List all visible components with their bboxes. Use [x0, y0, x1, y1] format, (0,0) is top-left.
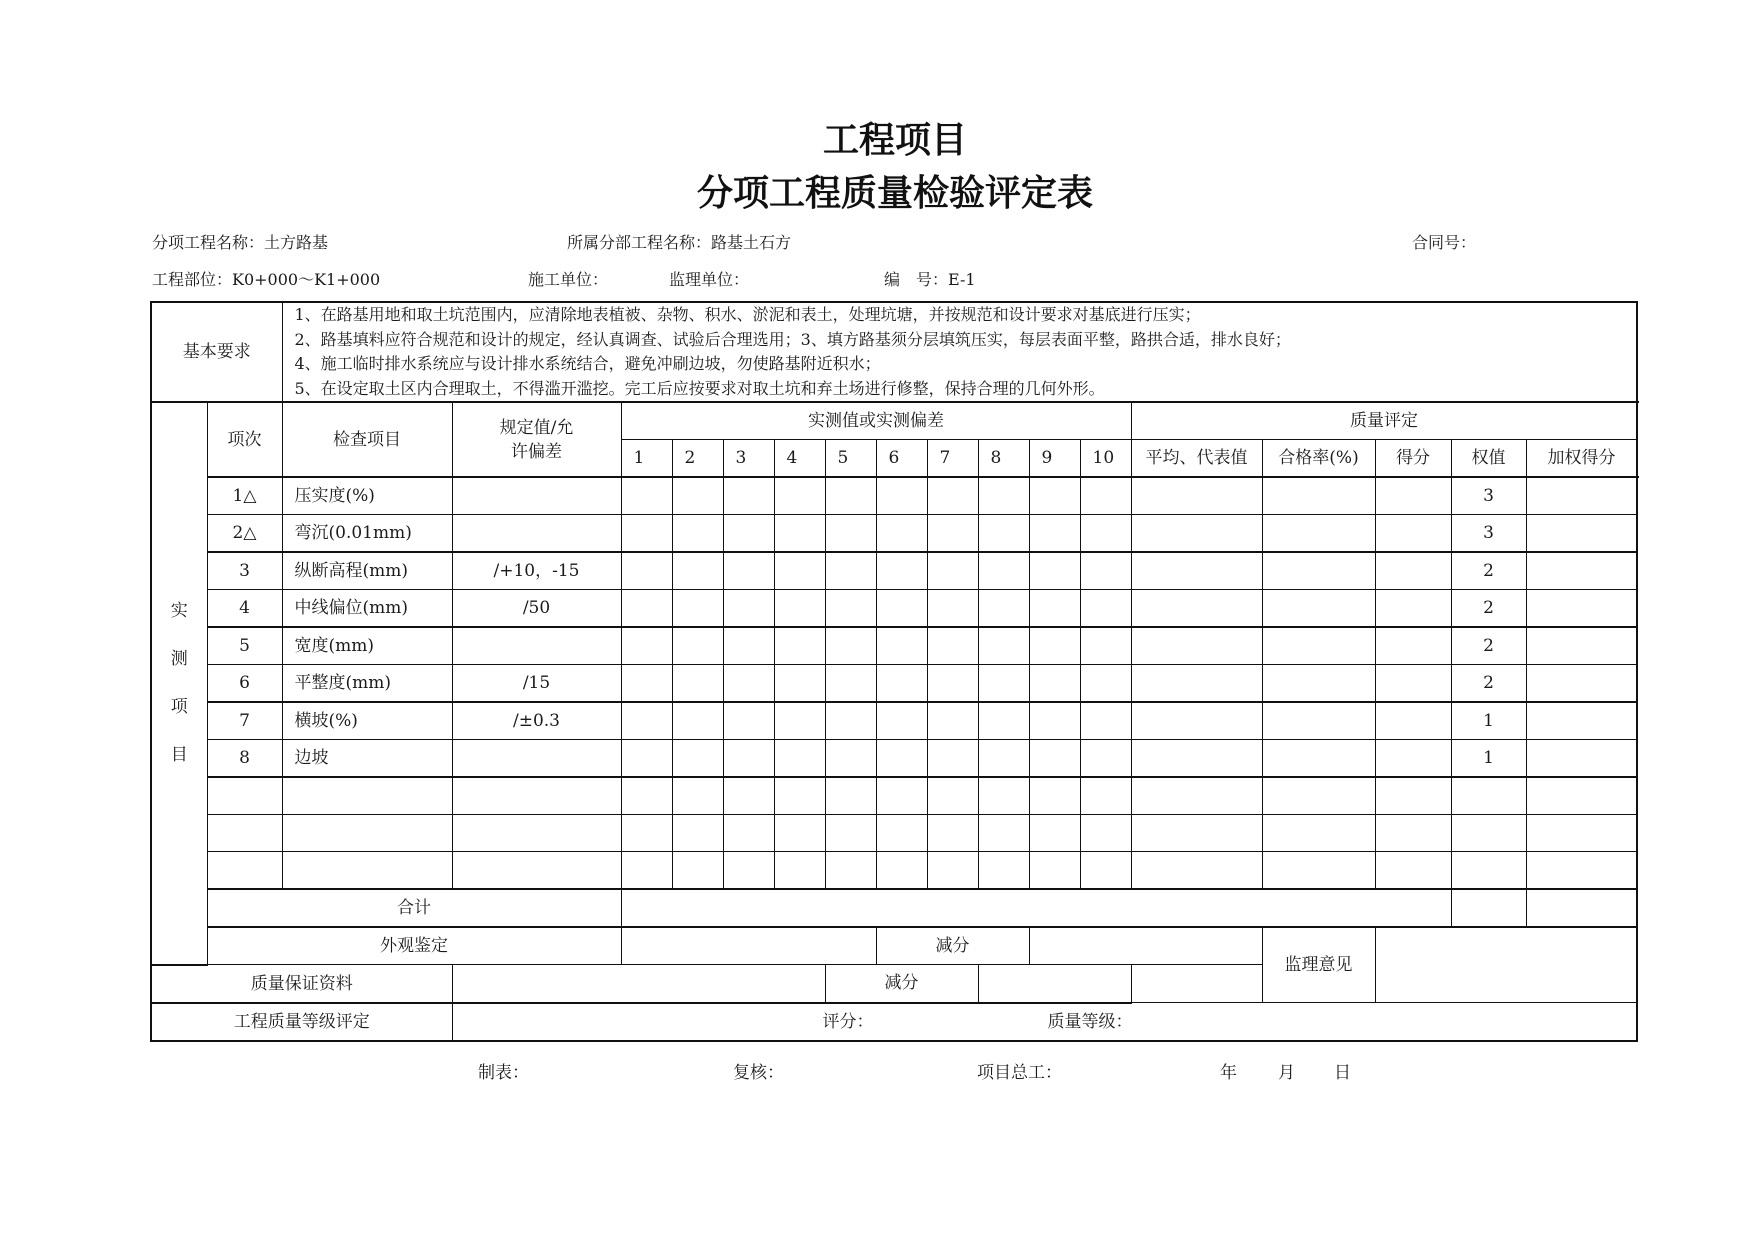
measure-cell: [1029, 477, 1080, 515]
weight-cell: 2: [1451, 665, 1526, 703]
item-no-cell: 5: [207, 627, 282, 665]
table-row: [151, 815, 1637, 852]
header-item-no: 项次: [207, 402, 282, 477]
measure-col-header: 8: [978, 440, 1029, 478]
score-cell: [1375, 552, 1451, 590]
measure-cell: [621, 702, 672, 740]
measure-cell: [723, 627, 774, 665]
measure-cell: [978, 777, 1029, 815]
header-score: 得分: [1375, 440, 1451, 478]
weighted-score-cell: [1526, 815, 1637, 852]
table-row: [151, 665, 1637, 703]
average-cell: [1131, 627, 1262, 665]
measure-cell: [825, 702, 876, 740]
average-cell: [1131, 477, 1262, 515]
measure-cell: [1080, 815, 1131, 852]
measure-cell: [1080, 777, 1131, 815]
measure-cell: [825, 590, 876, 628]
weight-cell: 3: [1451, 477, 1526, 515]
measure-col-header: 4: [774, 440, 825, 478]
item-no-cell: 6: [207, 665, 282, 703]
measure-cell: [672, 815, 723, 852]
average-cell: [1131, 515, 1262, 553]
document-title: 工程项目: [822, 120, 967, 161]
measure-cell: [774, 777, 825, 815]
measure-cell: [621, 477, 672, 515]
weighted-score-cell: [1526, 702, 1637, 740]
supervision-unit: 监理单位：: [669, 270, 750, 289]
measure-cell: [927, 627, 978, 665]
measure-cell: [825, 777, 876, 815]
requirement-line: 5、在设定取土区内合理取土，不得滥开滥挖。完工后应按要求对取土坑和弃土场进行修整，保持合理的几何外形。: [294, 378, 1105, 398]
weighted-score-cell: [1526, 627, 1637, 665]
spec-cell: [452, 627, 621, 665]
header-weight: 权值: [1451, 440, 1526, 478]
average-cell: [1131, 702, 1262, 740]
quality-docs-label: 质量保证资料: [151, 965, 452, 1003]
measure-col-header: 2: [672, 440, 723, 478]
serial-number: 编 号：E-1: [884, 270, 976, 289]
measure-cell: [927, 852, 978, 890]
spec-cell: [452, 515, 621, 553]
item-no-cell: 2△: [207, 515, 282, 553]
measure-cell: [825, 665, 876, 703]
measure-cell: [1080, 665, 1131, 703]
measure-cell: [723, 665, 774, 703]
measure-cell: [927, 515, 978, 553]
measure-cell: [876, 815, 927, 852]
total-weight-cell: [1451, 889, 1526, 927]
parent-project-name: 所属分部工程名称：路基土石方: [567, 233, 792, 252]
supervision-opinion-value: [1375, 927, 1637, 1003]
measure-cell: [723, 740, 774, 778]
work-location: 工程部位：K0+000～K1+000: [152, 270, 381, 289]
measure-cell: [825, 852, 876, 890]
measure-cell: [774, 665, 825, 703]
appearance-row: [151, 927, 1637, 965]
measure-cell: [1029, 552, 1080, 590]
table-row: [151, 590, 1637, 628]
header-spec: [452, 402, 621, 477]
total-label: 合计: [207, 889, 621, 927]
check-item-cell: 平整度(mm): [282, 665, 452, 703]
appearance-deduct-label: 减分: [876, 927, 1029, 965]
grade-eval-value: [452, 1003, 1637, 1041]
check-item-cell: [282, 815, 452, 852]
measure-cell: [1080, 590, 1131, 628]
appearance-label: 外观鉴定: [207, 927, 621, 965]
header-pass-rate: 合格率(%): [1262, 440, 1375, 478]
check-item-cell: 边坡: [282, 740, 452, 778]
measure-cell: [1029, 665, 1080, 703]
measure-cell: [774, 552, 825, 590]
measure-cell: [1029, 815, 1080, 852]
measure-cell: [825, 627, 876, 665]
weighted-score-cell: [1526, 590, 1637, 628]
average-cell: [1131, 665, 1262, 703]
table-row: [151, 477, 1637, 515]
score-cell: [1375, 665, 1451, 703]
spec-cell: [452, 477, 621, 515]
measure-cell: [621, 740, 672, 778]
rating-label: 评分：: [822, 1011, 874, 1032]
appearance-deduct-value: [1029, 927, 1262, 965]
pass-rate-cell: [1262, 627, 1375, 665]
footer-day: 日: [1334, 1063, 1351, 1083]
side-label-text: 实测项目: [170, 601, 188, 766]
footer-year: 年: [1220, 1063, 1237, 1083]
measure-cell: [621, 552, 672, 590]
pass-rate-cell: [1262, 702, 1375, 740]
header-check-item: 检查项目: [282, 402, 452, 477]
footer-month: 月: [1278, 1063, 1295, 1083]
measure-cell: [927, 815, 978, 852]
grade-eval-label: 工程质量等级评定: [151, 1003, 452, 1041]
spec-cell: [452, 777, 621, 815]
check-item-cell: 宽度(mm): [282, 627, 452, 665]
measure-cell: [774, 815, 825, 852]
measure-cell: [978, 702, 1029, 740]
measure-cell: [1029, 777, 1080, 815]
score-cell: [1375, 740, 1451, 778]
measure-cell: [1080, 740, 1131, 778]
measure-col-header: 6: [876, 440, 927, 478]
measure-cell: [927, 590, 978, 628]
measure-cell: [1029, 590, 1080, 628]
weighted-score-cell: [1526, 552, 1637, 590]
measure-cell: [978, 590, 1029, 628]
measure-cell: [876, 852, 927, 890]
requirement-line: 2、路基填料应符合规范和设计的规定，经认真调查、试验后合理选用；3、填方路基须分层填筑压实，每层表面平整，路拱合适，排水良好；: [294, 329, 1291, 349]
item-no-cell: 7: [207, 702, 282, 740]
weight-cell: 1: [1451, 740, 1526, 778]
pass-rate-cell: [1262, 665, 1375, 703]
measure-cell: [1080, 627, 1131, 665]
table-row: [151, 852, 1637, 890]
score-cell: [1375, 852, 1451, 890]
measure-cell: [825, 815, 876, 852]
pass-rate-cell: [1262, 552, 1375, 590]
pass-rate-cell: [1262, 590, 1375, 628]
total-cell: [621, 889, 1451, 927]
measure-cell: [621, 590, 672, 628]
measure-cell: [723, 777, 774, 815]
item-no-cell: [207, 852, 282, 890]
measure-cell: [672, 477, 723, 515]
measure-cell: [1080, 852, 1131, 890]
average-cell: [1131, 552, 1262, 590]
measure-cell: [672, 702, 723, 740]
average-cell: [1131, 590, 1262, 628]
measure-cell: [927, 777, 978, 815]
measure-cell: [672, 515, 723, 553]
measure-cell: [927, 552, 978, 590]
measure-cell: [876, 665, 927, 703]
weight-cell: 2: [1451, 627, 1526, 665]
pass-rate-cell: [1262, 740, 1375, 778]
measure-col-header: 9: [1029, 440, 1080, 478]
measure-cell: [1029, 852, 1080, 890]
measure-col-header: 10: [1080, 440, 1131, 478]
weighted-score-cell: [1526, 515, 1637, 553]
appearance-value: [621, 927, 876, 965]
spec-cell: /15: [452, 665, 621, 703]
quality-grade-label: 质量等级：: [1047, 1011, 1133, 1032]
measure-cell: [825, 477, 876, 515]
check-item-cell: 横坡(%): [282, 702, 452, 740]
measure-cell: [723, 590, 774, 628]
measure-cell: [927, 740, 978, 778]
measure-col-header: 7: [927, 440, 978, 478]
measured-items-side-label: [151, 402, 207, 965]
measure-cell: [876, 777, 927, 815]
measure-cell: [876, 590, 927, 628]
contract-no: 合同号：: [1412, 233, 1477, 252]
measure-cell: [1080, 515, 1131, 553]
spec-cell: /+10，-15: [452, 552, 621, 590]
measure-cell: [876, 515, 927, 553]
check-item-cell: 中线偏位(mm): [282, 590, 452, 628]
measure-cell: [825, 740, 876, 778]
measure-cell: [672, 740, 723, 778]
score-cell: [1375, 590, 1451, 628]
item-no-cell: [207, 777, 282, 815]
measure-cell: [723, 815, 774, 852]
measure-cell: [621, 515, 672, 553]
spec-cell: [452, 852, 621, 890]
weight-cell: 3: [1451, 515, 1526, 553]
measure-cell: [774, 477, 825, 515]
pass-rate-cell: [1262, 852, 1375, 890]
measure-cell: [1029, 740, 1080, 778]
measure-cell: [927, 665, 978, 703]
score-cell: [1375, 627, 1451, 665]
check-item-cell: 纵断高程(mm): [282, 552, 452, 590]
measure-cell: [774, 627, 825, 665]
measure-cell: [723, 702, 774, 740]
header-weighted-score: 加权得分: [1526, 440, 1637, 478]
item-no-cell: [207, 815, 282, 852]
measure-cell: [723, 515, 774, 553]
supervision-opinion-label: 监理意见: [1262, 927, 1375, 1003]
table-row: [151, 740, 1637, 778]
measure-cell: [672, 627, 723, 665]
measure-cell: [978, 665, 1029, 703]
measure-cell: [723, 552, 774, 590]
weighted-score-cell: [1526, 477, 1637, 515]
weight-cell: [1451, 777, 1526, 815]
check-item-cell: 弯沉(0.01mm): [282, 515, 452, 553]
spec-cell: /50: [452, 590, 621, 628]
footer-chief-engineer: 项目总工：: [977, 1063, 1062, 1083]
header-average: 平均、代表值: [1131, 440, 1262, 478]
measure-cell: [1080, 552, 1131, 590]
table-row: [151, 702, 1637, 740]
table-row: [151, 552, 1637, 590]
weight-cell: 1: [1451, 702, 1526, 740]
weighted-score-cell: [1526, 740, 1637, 778]
score-cell: [1375, 815, 1451, 852]
quality-docs-value: [452, 965, 825, 1003]
measure-col-header: 3: [723, 440, 774, 478]
pass-rate-cell: [1262, 477, 1375, 515]
table-row: [151, 515, 1637, 553]
table-row: [151, 627, 1637, 665]
pass-rate-cell: [1262, 815, 1375, 852]
measure-cell: [723, 477, 774, 515]
weighted-score-cell: [1526, 665, 1637, 703]
check-item-cell: 压实度(%): [282, 477, 452, 515]
item-no-cell: 1△: [207, 477, 282, 515]
header-quality: 质量评定: [1131, 402, 1637, 440]
check-item-cell: [282, 777, 452, 815]
header-spec-text: 规定值/允许偏差: [499, 417, 574, 462]
score-cell: [1375, 702, 1451, 740]
construction-unit: 施工单位：: [528, 270, 609, 289]
measure-cell: [876, 552, 927, 590]
weighted-score-cell: [1526, 777, 1637, 815]
spec-cell: [452, 815, 621, 852]
average-cell: [1131, 852, 1262, 890]
measure-cell: [621, 852, 672, 890]
measure-cell: [825, 552, 876, 590]
footer-made-by: 制表：: [478, 1063, 529, 1083]
measure-cell: [774, 702, 825, 740]
measure-cell: [1080, 702, 1131, 740]
quality-docs-deduct-value: [978, 965, 1131, 1003]
measure-cell: [1029, 702, 1080, 740]
measure-cell: [876, 702, 927, 740]
item-no-cell: 8: [207, 740, 282, 778]
average-cell: [1131, 777, 1262, 815]
item-no-cell: 3: [207, 552, 282, 590]
score-cell: [1375, 515, 1451, 553]
measure-cell: [621, 665, 672, 703]
footer-checked-by: 复核：: [733, 1063, 784, 1083]
requirement-line: 4、施工临时排水系统应与设计排水系统结合，避免冲刷边坡，勿使路基附近积水；: [294, 354, 881, 373]
measure-cell: [1029, 515, 1080, 553]
measure-cell: [1029, 627, 1080, 665]
measure-col-header: 5: [825, 440, 876, 478]
measure-cell: [978, 552, 1029, 590]
spec-cell: [452, 740, 621, 778]
measure-cell: [876, 477, 927, 515]
measure-cell: [1080, 477, 1131, 515]
requirement-line: 1、在路基用地和取土坑范围内，应清除地表植被、杂物、积水、淤泥和表土，处理坑塘，并按规范和设计要求对基底进行压实；: [294, 305, 1201, 324]
sub-project-name: 分项工程名称：土方路基: [152, 233, 329, 252]
measure-cell: [876, 740, 927, 778]
pass-rate-cell: [1262, 777, 1375, 815]
measure-cell: [927, 702, 978, 740]
item-no-cell: 4: [207, 590, 282, 628]
document-subtitle: 分项工程质量检验评定表: [696, 173, 1093, 214]
measure-cell: [672, 852, 723, 890]
measure-cell: [672, 777, 723, 815]
spec-cell: /±0.3: [452, 702, 621, 740]
weight-cell: 2: [1451, 552, 1526, 590]
measure-cell: [774, 515, 825, 553]
measure-cell: [672, 665, 723, 703]
header-measured: 实测值或实测偏差: [621, 402, 1131, 440]
measure-cell: [621, 815, 672, 852]
total-row: [151, 889, 1637, 927]
weight-cell: 2: [1451, 590, 1526, 628]
measure-cell: [621, 777, 672, 815]
weight-cell: [1451, 852, 1526, 890]
measure-cell: [774, 590, 825, 628]
grade-eval-row: [151, 1003, 1637, 1041]
measure-cell: [978, 852, 1029, 890]
average-cell: [1131, 815, 1262, 852]
score-cell: [1375, 777, 1451, 815]
check-item-cell: [282, 852, 452, 890]
score-cell: [1375, 477, 1451, 515]
average-cell: [1131, 740, 1262, 778]
measure-cell: [774, 852, 825, 890]
measure-col-header: 1: [621, 440, 672, 478]
quality-docs-deduct-label: 减分: [825, 965, 978, 1003]
measure-cell: [672, 552, 723, 590]
weighted-score-cell: [1526, 852, 1637, 890]
measure-cell: [774, 740, 825, 778]
measure-cell: [978, 627, 1029, 665]
measure-cell: [723, 852, 774, 890]
measure-cell: [621, 627, 672, 665]
measure-cell: [978, 477, 1029, 515]
basic-requirements-label: 基本要求: [151, 302, 282, 402]
measure-cell: [876, 627, 927, 665]
measure-cell: [978, 815, 1029, 852]
pass-rate-cell: [1262, 515, 1375, 553]
measure-cell: [825, 515, 876, 553]
measure-cell: [672, 590, 723, 628]
table-row: [151, 777, 1637, 815]
measure-cell: [927, 477, 978, 515]
basic-requirements-text: [282, 302, 1637, 402]
inspection-table: [150, 301, 1638, 1042]
measure-cell: [978, 740, 1029, 778]
weight-cell: [1451, 815, 1526, 852]
total-weighted-cell: [1526, 889, 1637, 927]
measure-cell: [978, 515, 1029, 553]
